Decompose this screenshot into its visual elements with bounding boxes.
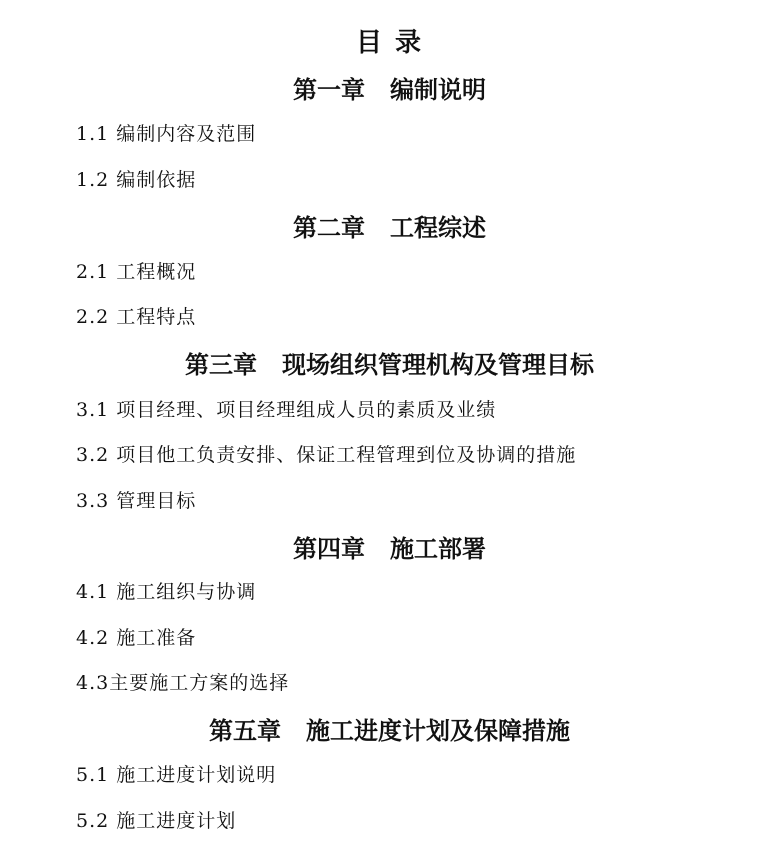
toc-item-2-1: 2.1 工程概况 bbox=[76, 261, 197, 283]
toc-item-1-2: 1.2 编制依据 bbox=[76, 169, 197, 191]
toc-item-5-1: 5.1 施工进度计划说明 bbox=[76, 764, 277, 786]
chapter-3-heading: 第三章 现场组织管理机构及管理目标 bbox=[184, 350, 595, 379]
toc-item-5-2: 5.2 施工进度计划 bbox=[76, 810, 237, 832]
toc-item-1-1: 1.1 编制内容及范围 bbox=[76, 123, 257, 145]
chapter-2-heading: 第二章 工程综述 bbox=[292, 213, 487, 242]
chapter-4-heading: 第四章 施工部署 bbox=[292, 534, 487, 563]
toc-item-3-1: 3.1 项目经理、项目经理组成人员的素质及业绩 bbox=[76, 399, 497, 421]
chapter-5-heading: 第五章 施工进度计划及保障措施 bbox=[208, 716, 571, 745]
toc-item-2-2: 2.2 工程特点 bbox=[76, 306, 197, 328]
toc-title: 目 录 bbox=[355, 28, 424, 58]
toc-item-4-3: 4.3主要施工方案的选择 bbox=[76, 672, 290, 694]
toc-item-4-1: 4.1 施工组织与协调 bbox=[76, 581, 257, 603]
toc-item-4-2: 4.2 施工准备 bbox=[76, 627, 197, 649]
toc-item-3-2: 3.2 项目他工负责安排、保证工程管理到位及协调的措施 bbox=[76, 444, 577, 466]
toc-item-3-3: 3.3 管理目标 bbox=[76, 490, 197, 512]
chapter-1-heading: 第一章 编制说明 bbox=[292, 75, 487, 104]
